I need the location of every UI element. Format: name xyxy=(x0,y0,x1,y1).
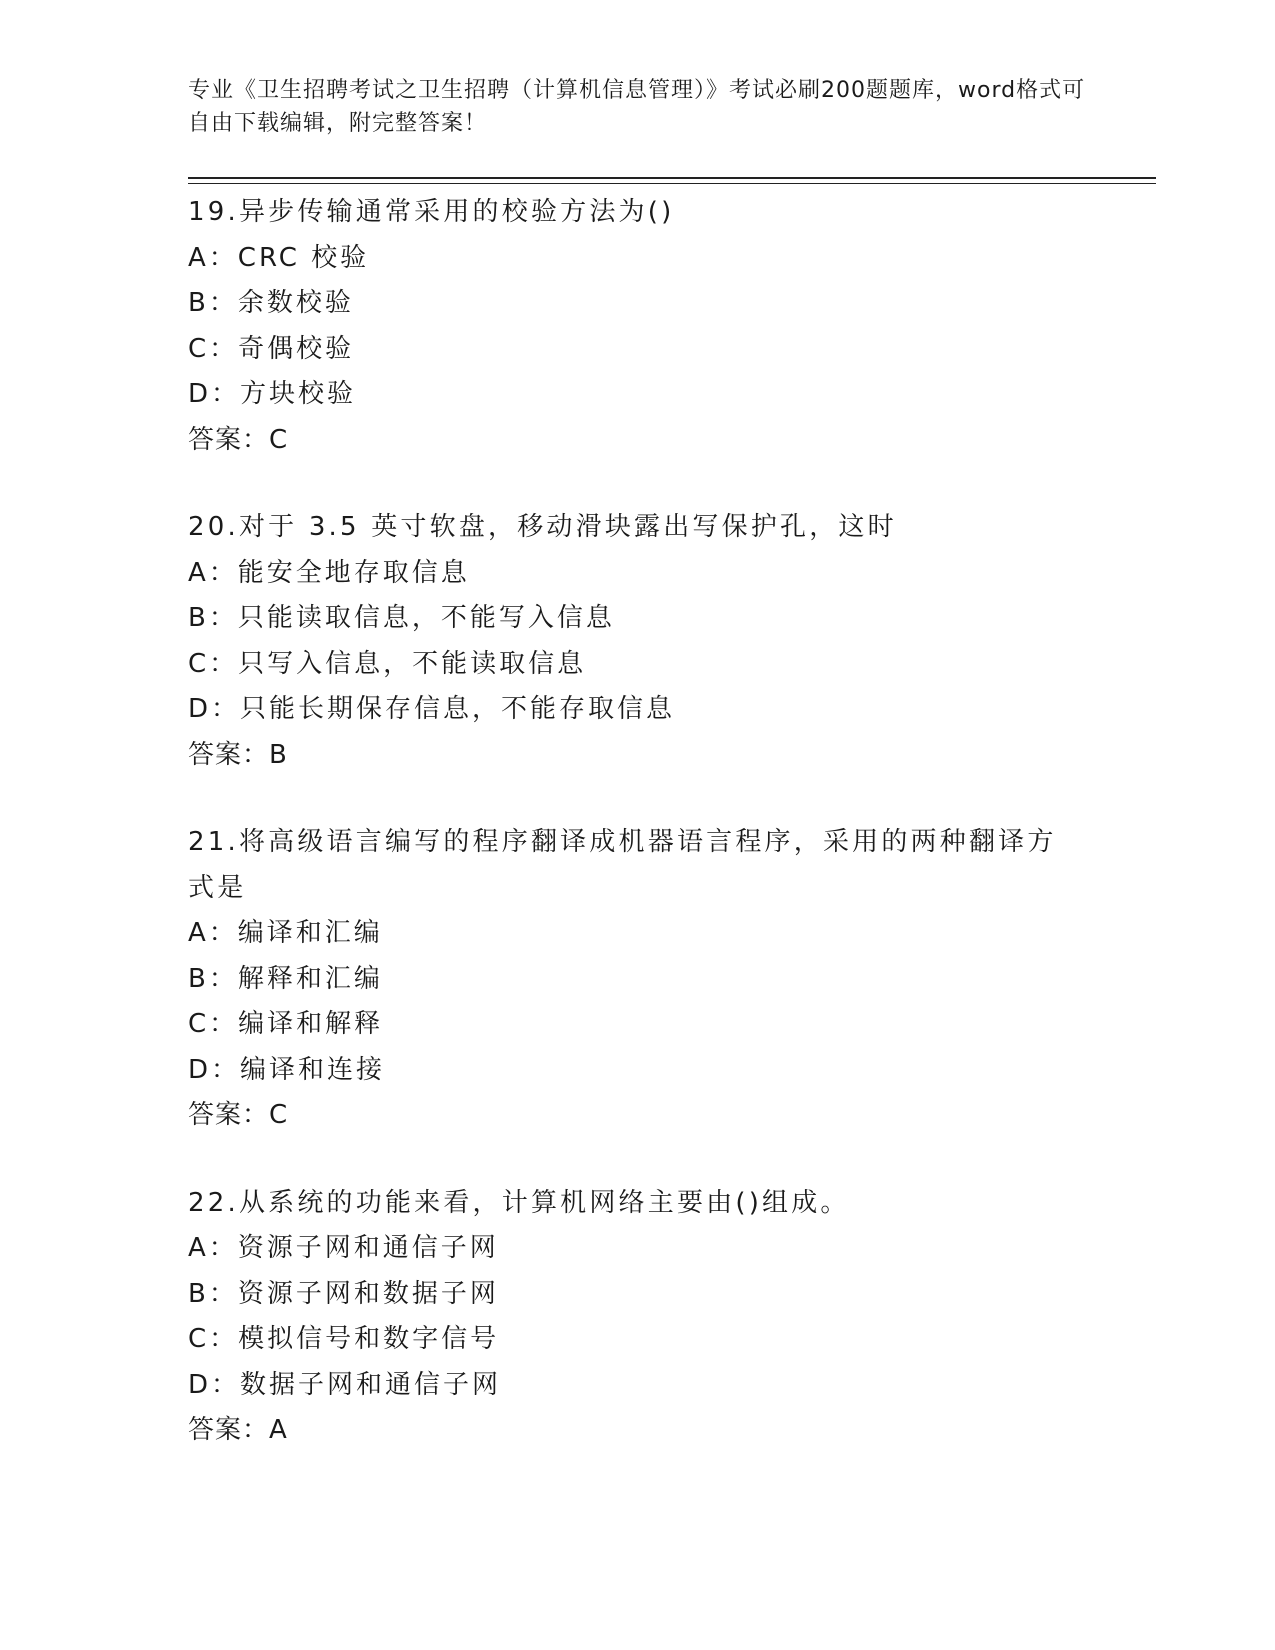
question-list xyxy=(188,190,1088,1496)
header-divider-thick xyxy=(188,177,1156,179)
question-stem: 20.对于 3.5 英寸软盘，移动滑块露出写保护孔，这时 xyxy=(188,512,897,542)
option-d: D：数据子网和通信子网 xyxy=(188,1369,502,1400)
option-d: D：只能长期保存信息，不能存取信息 xyxy=(188,694,676,724)
answer: 答案：B xyxy=(188,739,288,770)
option-b: B：资源子网和数据子网 xyxy=(188,1278,499,1309)
question-21 xyxy=(188,820,1088,1139)
option-d: D：编译和连接 xyxy=(188,1054,386,1085)
option-d: D：方块校验 xyxy=(188,379,357,409)
option-c: C：编译和解释 xyxy=(188,1009,384,1039)
answer: 答案：C xyxy=(188,1100,289,1130)
question-stem: 22.从系统的功能来看，计算机网络主要由()组成。 xyxy=(188,1187,850,1218)
option-a: A：资源子网和通信子网 xyxy=(188,1233,499,1263)
question-stem: 21.将高级语言编写的程序翻译成机器语言程序，采用的两种翻译方式是 xyxy=(188,827,1057,903)
document-header xyxy=(188,74,1108,140)
question-19 xyxy=(188,190,1088,463)
option-c: C：奇偶校验 xyxy=(188,333,355,364)
question-stem: 19.异步传输通常采用的校验方法为() xyxy=(188,197,675,227)
answer: 答案：C xyxy=(188,424,289,455)
question-22 xyxy=(188,1181,1088,1454)
header-divider-thin xyxy=(188,183,1156,184)
option-c: C：只写入信息，不能读取信息 xyxy=(188,648,587,679)
option-a: A：编译和汇编 xyxy=(188,918,383,948)
option-b: B：解释和汇编 xyxy=(188,963,383,994)
option-b: B：余数校验 xyxy=(188,288,354,318)
header-title: 专业《卫生招聘考试之卫生招聘（计算机信息管理）》考试必刷200题题库，word格式可自由下载编辑，附完整答案！ xyxy=(188,78,1086,136)
option-c: C：模拟信号和数字信号 xyxy=(188,1324,500,1354)
option-a: A：CRC 校验 xyxy=(188,242,370,273)
option-b: B：只能读取信息，不能写入信息 xyxy=(188,603,615,633)
option-a: A：能安全地存取信息 xyxy=(188,557,470,588)
question-20 xyxy=(188,505,1088,778)
answer: 答案：A xyxy=(188,1415,288,1445)
